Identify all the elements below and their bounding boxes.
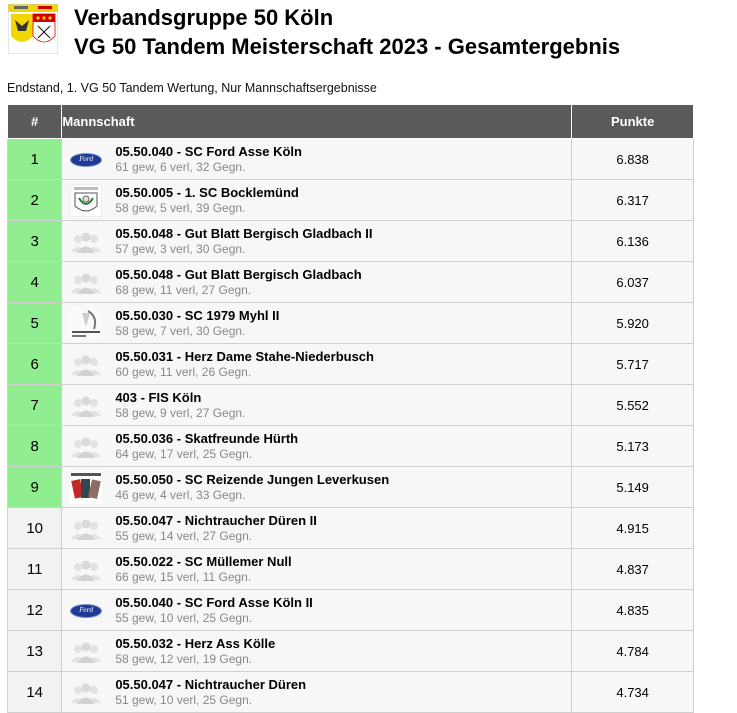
team-name[interactable]: 05.50.031 - Herz Dame Stahe-Niederbusch — [115, 349, 374, 364]
table-row[interactable] — [8, 180, 694, 221]
points-cell: 5.717 — [572, 344, 694, 385]
team-name[interactable]: 05.50.036 - Skatfreunde Hürth — [115, 431, 299, 446]
rank-cell: 13 — [8, 631, 62, 672]
ford-logo-icon: Ford — [70, 604, 102, 618]
rank-cell: 14 — [8, 672, 62, 713]
team-stats: 60 gew, 11 verl, 26 Gegn. — [115, 365, 252, 379]
table-row[interactable] — [8, 590, 694, 631]
points-cell: 6.838 — [572, 139, 694, 180]
table-row[interactable] — [8, 467, 694, 508]
team-logo — [69, 348, 103, 381]
team-name[interactable]: 05.50.032 - Herz Ass Kölle — [115, 636, 276, 651]
table-row[interactable] — [8, 631, 694, 672]
team-logo — [69, 676, 103, 709]
team-stats: 57 gew, 3 verl, 30 Gegn. — [115, 242, 246, 256]
table-row[interactable] — [8, 385, 694, 426]
team-name[interactable]: 403 - FIS Köln — [115, 390, 202, 405]
table-row[interactable] — [8, 303, 694, 344]
team-placeholder-icon — [69, 558, 103, 582]
team-cell — [62, 303, 572, 344]
team-placeholder-icon — [69, 517, 103, 541]
team-stats: 46 gew, 4 verl, 33 Gegn. — [115, 488, 246, 502]
team-name[interactable]: 05.50.022 - SC Müllemer Null — [115, 554, 292, 569]
team-placeholder-icon — [69, 435, 103, 459]
club-logo-icon — [70, 307, 102, 340]
team-logo — [69, 594, 103, 627]
team-stats: 66 gew, 15 verl, 11 Gegn. — [115, 570, 252, 584]
rank-cell: 11 — [8, 549, 62, 590]
team-cell — [62, 139, 572, 180]
team-stats: 58 gew, 12 verl, 19 Gegn. — [115, 652, 253, 666]
team-cell — [62, 221, 572, 262]
team-stats: 68 gew, 11 verl, 27 Gegn. — [115, 283, 252, 297]
team-placeholder-icon — [69, 353, 103, 377]
team-cell — [62, 672, 572, 713]
team-cell — [62, 590, 572, 631]
team-logo — [69, 430, 103, 463]
rank-cell: 7 — [8, 385, 62, 426]
playing-cards-icon — [70, 471, 102, 504]
rank-cell: 10 — [8, 508, 62, 549]
team-name[interactable]: 05.50.040 - SC Ford Asse Köln — [115, 144, 302, 159]
rank-cell: 9 — [8, 467, 62, 508]
rank-cell: 8 — [8, 426, 62, 467]
team-logo — [69, 512, 103, 545]
table-row[interactable] — [8, 672, 694, 713]
table-row[interactable] — [8, 262, 694, 303]
cologne-crest-icon — [8, 4, 58, 54]
team-cell — [62, 262, 572, 303]
rank-cell: 1 — [8, 139, 62, 180]
table-row[interactable] — [8, 221, 694, 262]
team-cell — [62, 385, 572, 426]
page-title: Verbandsgruppe 50 Köln — [74, 5, 334, 30]
points-cell: 5.173 — [572, 426, 694, 467]
team-logo — [69, 307, 103, 340]
team-stats: 51 gew, 10 verl, 25 Gegn. — [115, 693, 253, 707]
team-logo — [69, 389, 103, 422]
column-header-rank[interactable]: # — [8, 105, 62, 139]
points-cell: 4.734 — [572, 672, 694, 713]
team-name[interactable]: 05.50.005 - 1. SC Bocklemünd — [115, 185, 299, 200]
points-cell: 5.149 — [572, 467, 694, 508]
team-name[interactable]: 05.50.040 - SC Ford Asse Köln II — [115, 595, 313, 610]
page-header — [0, 0, 737, 70]
column-header-points[interactable]: Punkte — [572, 105, 694, 139]
team-logo — [69, 266, 103, 299]
rank-cell: 4 — [8, 262, 62, 303]
table-row[interactable] — [8, 344, 694, 385]
page-subtitle-title: VG 50 Tandem Meisterschaft 2023 - Gesamtergebnis — [74, 34, 621, 59]
results-description: Endstand, 1. VG 50 Tandem Wertung, Nur Mannschaftsergebnisse — [7, 81, 377, 95]
team-name[interactable]: 05.50.048 - Gut Blatt Bergisch Gladbach II — [115, 226, 373, 241]
team-cell — [62, 344, 572, 385]
team-placeholder-icon — [69, 271, 103, 295]
rank-cell: 5 — [8, 303, 62, 344]
team-logo — [69, 143, 103, 176]
rank-cell: 2 — [8, 180, 62, 221]
club-crest-icon — [70, 184, 102, 217]
table-row[interactable] — [8, 426, 694, 467]
rank-cell: 12 — [8, 590, 62, 631]
column-header-team[interactable]: Mannschaft — [62, 105, 572, 139]
team-logo — [69, 553, 103, 586]
team-name[interactable]: 05.50.047 - Nichtraucher Düren — [115, 677, 307, 692]
team-stats: 55 gew, 14 verl, 27 Gegn. — [115, 529, 253, 543]
points-cell: 4.837 — [572, 549, 694, 590]
points-cell: 5.920 — [572, 303, 694, 344]
table-row[interactable] — [8, 139, 694, 180]
team-cell — [62, 549, 572, 590]
team-stats: 58 gew, 9 verl, 27 Gegn. — [115, 406, 246, 420]
table-row[interactable] — [8, 549, 694, 590]
team-placeholder-icon — [69, 640, 103, 664]
team-cell — [62, 426, 572, 467]
team-placeholder-icon — [69, 230, 103, 254]
table-row[interactable] — [8, 508, 694, 549]
team-cell — [62, 180, 572, 221]
results-table — [7, 104, 694, 713]
team-placeholder-icon — [69, 681, 103, 705]
team-stats: 58 gew, 5 verl, 39 Gegn. — [115, 201, 246, 215]
team-logo — [69, 225, 103, 258]
team-placeholder-icon — [69, 394, 103, 418]
table-header-row — [8, 105, 694, 139]
team-cell — [62, 631, 572, 672]
team-cell — [62, 467, 572, 508]
team-cell — [62, 508, 572, 549]
points-cell: 4.915 — [572, 508, 694, 549]
team-name[interactable]: 05.50.030 - SC 1979 Myhl II — [115, 308, 280, 323]
team-logo — [69, 635, 103, 668]
points-cell: 6.136 — [572, 221, 694, 262]
rank-cell: 3 — [8, 221, 62, 262]
team-stats: 58 gew, 7 verl, 30 Gegn. — [115, 324, 246, 338]
points-cell: 6.037 — [572, 262, 694, 303]
rank-cell: 6 — [8, 344, 62, 385]
team-logo — [69, 471, 103, 504]
team-name[interactable]: 05.50.047 - Nichtraucher Düren II — [115, 513, 317, 528]
team-logo — [69, 184, 103, 217]
points-cell: 4.784 — [572, 631, 694, 672]
points-cell: 5.552 — [572, 385, 694, 426]
team-stats: 55 gew, 10 verl, 25 Gegn. — [115, 611, 253, 625]
team-stats: 64 gew, 17 verl, 25 Gegn. — [115, 447, 253, 461]
team-name[interactable]: 05.50.048 - Gut Blatt Bergisch Gladbach — [115, 267, 362, 282]
ford-logo-icon: Ford — [70, 153, 102, 167]
team-name[interactable]: 05.50.050 - SC Reizende Jungen Leverkusen — [115, 472, 390, 487]
points-cell: 4.835 — [572, 590, 694, 631]
team-stats: 61 gew, 6 verl, 32 Gegn. — [115, 160, 246, 174]
points-cell: 6.317 — [572, 180, 694, 221]
